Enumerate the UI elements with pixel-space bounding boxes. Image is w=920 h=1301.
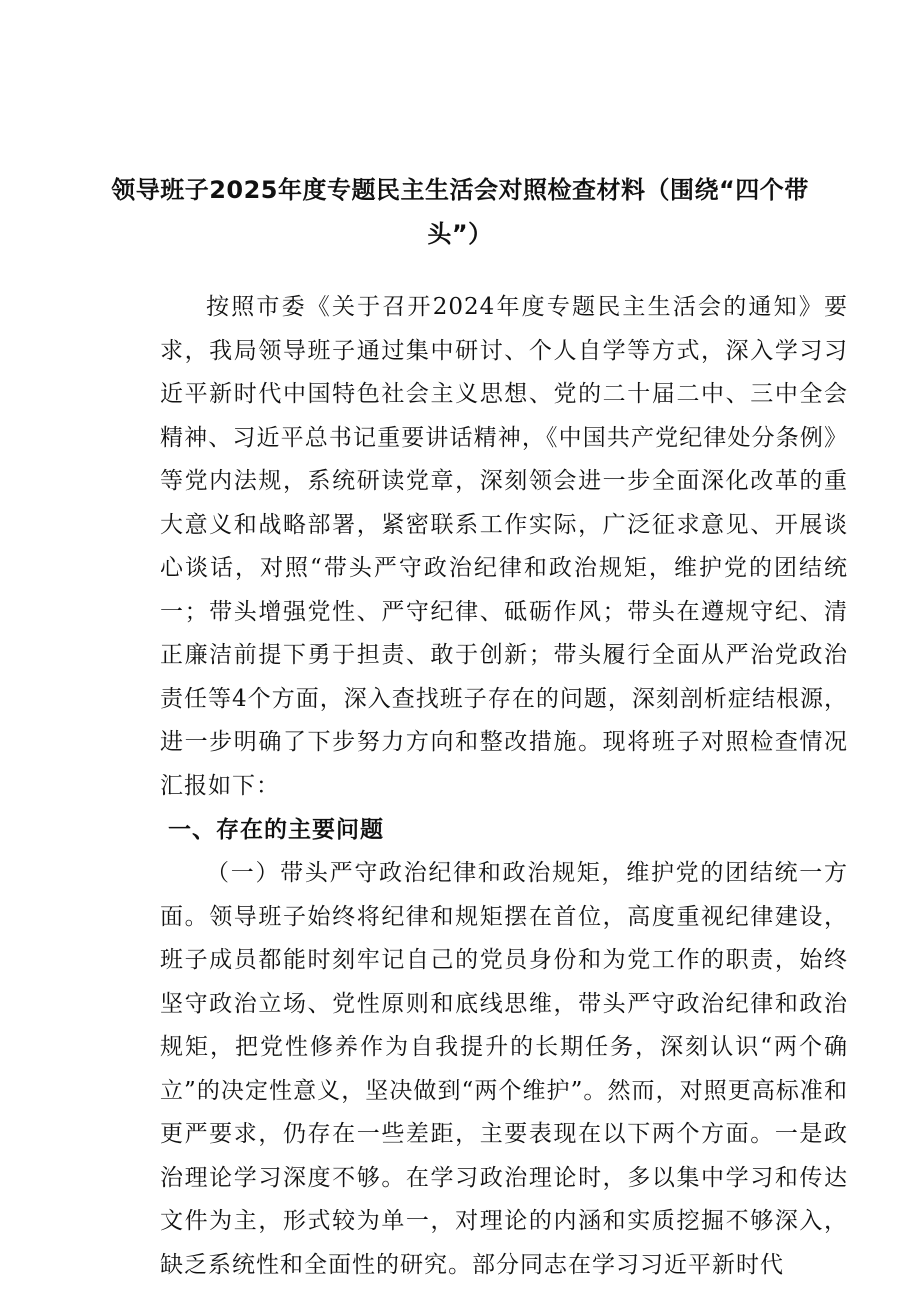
subsection-1-paragraph — [160, 852, 848, 1287]
subsection-1-body: 领导班子始终将纪律和规矩摆在首位，高度重视纪律建设，班子成员都能时刻牢记自己的党员身份和为党工作的职责，始终坚守政治立场、党性原则和底线思维，带头严守政治纪律和政治规矩，把党性修养作为自我提升的长期任务，深刻认识“两个确立”的决定性意义，坚决做到“两个维护”。然而，对照更高标准和更严要求，仍存在一些差距，主要表现在以下两个方面。一是政治理论学习深度不够。在学习政治理论时，多以集中学习和传达文件为主，形式较为单一，对理论的内涵和实质挖掘不够深入，缺乏系统性和全面性的研究。部分同志在学习习近平新时代 — [160, 903, 849, 1278]
subsection-1-heading: （一）带头严守政治纪律和政治规矩，维护党的团结统一方面。 — [160, 860, 848, 930]
section-heading-problems: 一、存在的主要问题 — [168, 817, 384, 843]
intro-paragraph: 按照市委《关于召开2024年度专题民主生活会的通知》要求，我局领导班子通过集中研讨、个人自学等方式，深入学习习近平新时代中国特色社会主义思想、党的二十届二中、三中全会精神、习近平总书记重要讲话精神，《中国共产党纪律处分条例》等党内法规，系统研读党章，深刻领会进一步全面深化改革的重大意义和战略部署，紧密联系工作实际，广泛征求意见、开展谈心谈话，对照“带头严守政治纪律和政治规矩，维护党的团结统一；带头增强党性、严守纪律、砥砺作风；带头在遵规守纪、清正廉洁前提下勇于担责、敢于创新；带头履行全面从严治党政治责任等4个方面，深入查找班子存在的问题，深刻剖析症结根源，进一步明确了下步努力方向和整改措施。现将班子对照检查情况汇报如下： — [160, 294, 848, 799]
document-title-line-2: 头”） — [427, 220, 493, 249]
document-title — [0, 168, 920, 256]
document-body — [160, 286, 848, 1287]
document-title-line-1: 领导班子2025年度专题民主生活会对照检查材料（围绕“四个带 — [111, 176, 809, 205]
